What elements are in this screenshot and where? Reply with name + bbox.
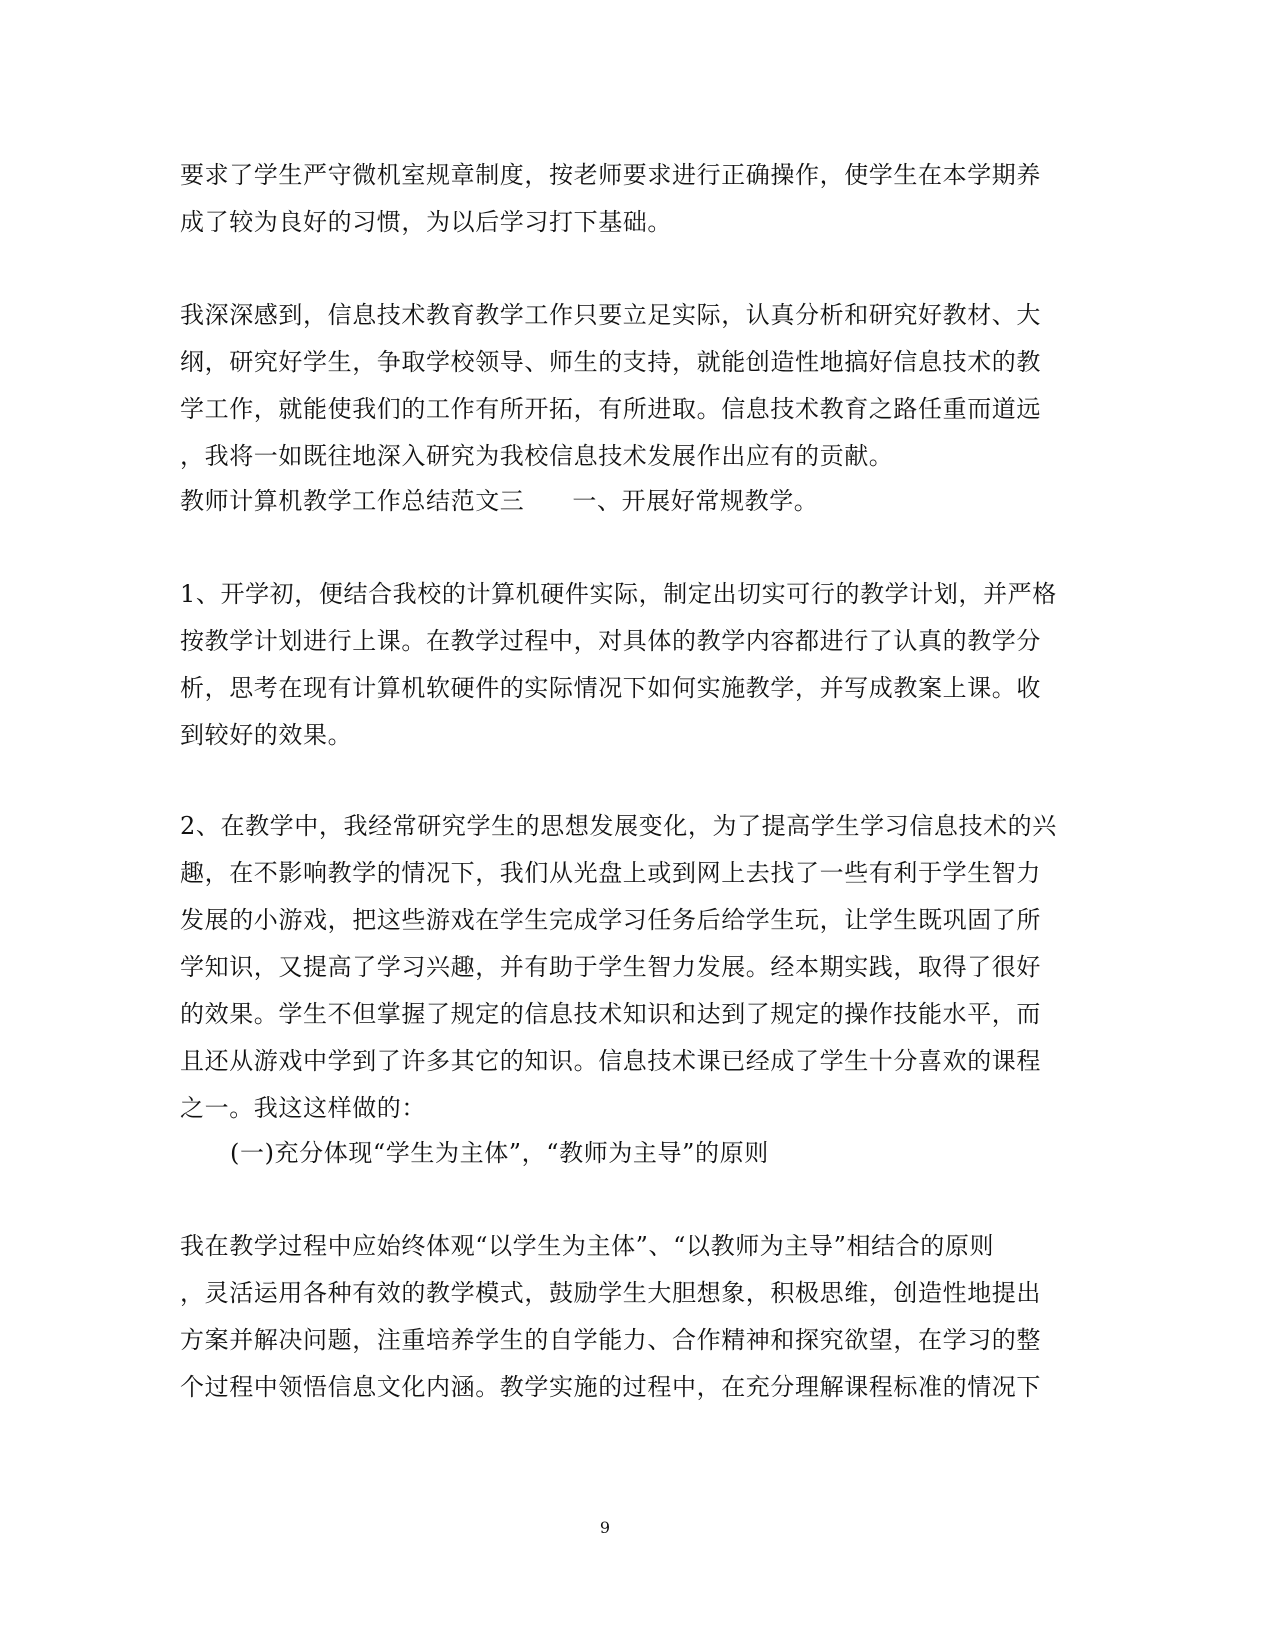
body-text-line: 学工作，就能使我们的工作有所开拓，有所进取。信息技术教育之路任重而道远 xyxy=(180,395,1041,423)
body-text-line: 且还从游戏中学到了许多其它的知识。信息技术课已经成了学生十分喜欢的课程 xyxy=(180,1047,1041,1075)
body-text-line: 析，思考在现有计算机软硬件的实际情况下如何实施教学，并写成教案上课。收 xyxy=(180,674,1041,702)
body-text-line: 方案并解决问题，注重培养学生的自学能力、合作精神和探究欲望，在学习的整 xyxy=(180,1326,1041,1354)
body-text-line: 按教学计划进行上课。在教学过程中，对具体的教学内容都进行了认真的教学分 xyxy=(180,627,1041,655)
body-text-line: 1、开学初，便结合我校的计算机硬件实际，制定出切实可行的教学计划，并严格 xyxy=(180,580,1057,608)
section-heading-line xyxy=(180,486,818,516)
subheading-line: (一)充分体现“学生为主体”，“教师为主导”的原则 xyxy=(230,1139,769,1167)
body-text-line: ，灵活运用各种有效的教学模式，鼓励学生大胆想象，积极思维，创造性地提出 xyxy=(180,1279,1041,1307)
body-text-line: 纲，研究好学生，争取学校领导、师生的支持，就能创造性地搞好信息技术的教 xyxy=(180,348,1041,376)
body-text-line: 趣，在不影响教学的情况下，我们从光盘上或到网上去找了一些有利于学生智力 xyxy=(180,859,1041,887)
body-text-line: 我在教学过程中应始终体观“以学生为主体”、“以教师为主导”相结合的原则 xyxy=(180,1232,995,1260)
body-text-line: 到较好的效果。 xyxy=(180,721,353,749)
page-number: 9 xyxy=(599,1518,611,1537)
body-text-line: 2、在教学中，我经常研究学生的思想发展变化，为了提高学生学习信息技术的兴 xyxy=(180,812,1057,840)
body-text-line: 学知识，又提高了学习兴趣，并有助于学生智力发展。经本期实践，取得了很好 xyxy=(180,953,1041,981)
body-text-line: 成了较为良好的习惯，为以后学习打下基础。 xyxy=(180,208,672,236)
section-title: 教师计算机教学工作总结范文三 xyxy=(180,487,525,515)
body-text-line: 个过程中领悟信息文化内涵。教学实施的过程中，在充分理解课程标准的情况下 xyxy=(180,1373,1041,1401)
body-text-line: 的效果。学生不但掌握了规定的信息技术知识和达到了规定的操作技能水平，而 xyxy=(180,1000,1041,1028)
body-text-line: 之一。我这这样做的： xyxy=(180,1094,426,1122)
section-subtitle: 一、开展好常规教学。 xyxy=(572,487,819,515)
body-text-line: 要求了学生严守微机室规章制度，按老师要求进行正确操作，使学生在本学期养 xyxy=(180,161,1041,189)
body-text-line: 我深深感到，信息技术教育教学工作只要立足实际，认真分析和研究好教材、大 xyxy=(180,301,1041,329)
body-text-line: 发展的小游戏，把这些游戏在学生完成学习任务后给学生玩，让学生既巩固了所 xyxy=(180,906,1041,934)
body-text-line: ，我将一如既往地深入研究为我校信息技术发展作出应有的贡献。 xyxy=(180,442,894,470)
